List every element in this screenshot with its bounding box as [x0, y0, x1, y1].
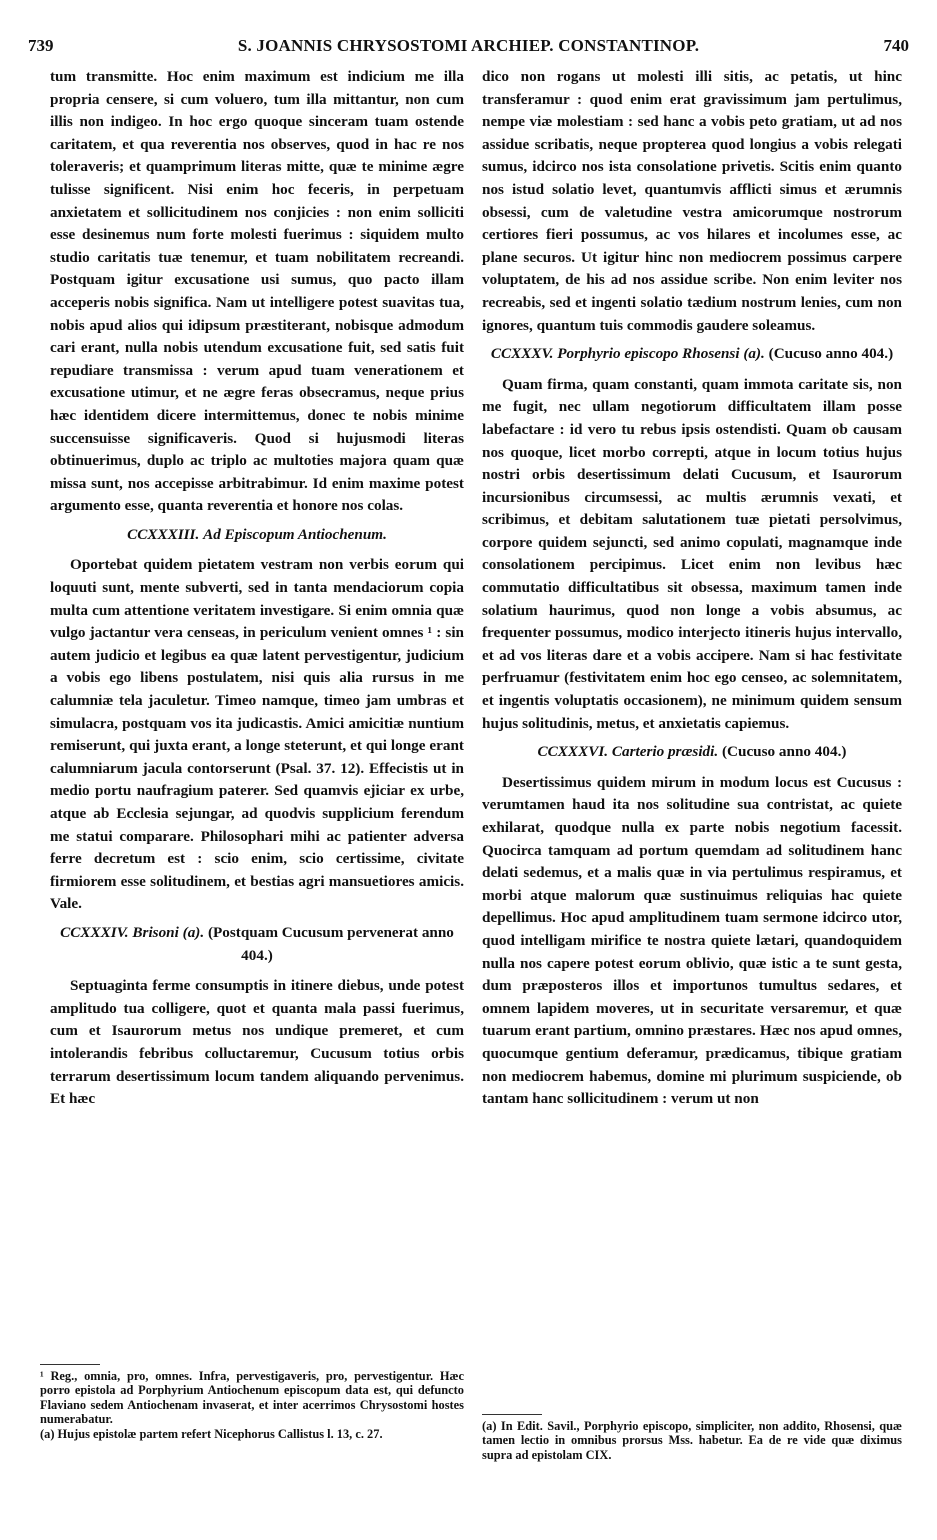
letter-233-body: Oportebat quidem pietatem vestram non verbis eorum qui loquuti sunt, mente subverti, sed in tanta mendaciorum copia multa cum attentione veritatem investigare. Si enim omnia quæ vulgo jactantur vera censeas, in periculum venient omnes ¹ : sin autem judicio et legibus ea quæ latent pervestigentur, judicium a vobis ego libens postulatem, nisi quis alia rursus in me calumniæ tela jaculetur. Timeo namque, timeo jam umbras et simulacra, postquam vos ita judicastis. Amici amicitiæ nuntium remiserunt, qui juxta erant, a longe steterunt, et qui longe erant calumniarum jacula contorserunt (Psal. 37. 12). Effecistis ut in medio portu naufragium paterer. Sed quamvis ejiciar ex urbe, atque ab Ecclesia sejungar, ad quodvis supplicium ferendum me statui comparare. Philosophari mihi ac patienter adversa ferre decretum est : scio enim, scio certissime, civitate firmiorem esse solitudinem, et bestias agri mansuetiores amicis. Vale.: [50, 556, 464, 913]
letter-235-date: (Cucuso anno 404.): [768, 345, 894, 363]
letter-236-number: CCXXXVI.: [537, 743, 609, 761]
left-footnotes: [40, 1352, 464, 1441]
footnote-a-right: (a) In Edit. Savil., Porphyrio episcopo, simpliciter, non addito, Rhosensi, quæ tamen lectio in omnibus prorsus Mss. habetur. Ea de re vide quæ diximus supra ad epistolam CIX.: [482, 1419, 902, 1462]
letter-235-body: Quam firma, quam constanti, quam immota caritate sis, non me fugit, nec ullam negotiorum difficultatem illam posse labefactare : id vero tu rebus ipsis ostendisti. Quam ob causam nos quoque, licet morbo correpti, atque in locum totius hujus nostri orbis desertissimum delati Cucusum, et Isaurorum incursionibus circumsessi, ac multis ærumnis vexati, et scribimus, et debitam salutationem tuæ pietati persolvimus, corpore quidem sejuncti, sed animo copulati, magnamque inde consolationem percipimus. Licet enim non levibus hæc commutatio difficultatibus sit obsessa, maximum tamen inde solatium haurimus, quod non longe a vobis absumus, ac frequenter possumus, modico interjecto itineris hujus intervallo, et ad vos literas dare et a vobis accipere. Nam si hac festivitate perfruamur (festivitatem enim hoc ego censeo, ac solemnitatem, et ingentis voluptatis occasionem), ne minimum quidem sensum hujus solitudinis, metus, et anxietatis capiemus.: [482, 375, 902, 732]
footnote-1: ¹ Reg., omnia, pro, omnes. Infra, pervestigaveris, pro, pervestigentur. Hæc porro epistola ad Porphyrium Antiochenum episcopum data est, qui defuncto Flaviano sedem Antiochenam invaserat, et inter acerrimos Chrysostomi hostes numerabatur.: [40, 1369, 464, 1427]
letter-236-title: Carterio præsidi.: [611, 743, 719, 761]
footnote-a-left: (a) Hujus epistolæ partem refert Nicephorus Callistus l. 13, c. 27.: [40, 1426, 383, 1441]
page-number-right: 740: [883, 36, 909, 55]
letter-234-number: CCXXXIV.: [60, 923, 129, 941]
page-number-left: 739: [28, 36, 54, 55]
right-paragraph-1: dico non rogans ut molesti illi sitis, ac petatis, ut hinc transferamur : quod enim erat gravissimum jam pertulimus, nempe viæ molestiam : sed hanc a vobis peto gratiam, ut ad nos assidue scribatis, neque propterea quod longius a vobis relegati sumus, idcirco nos ista consolatione privetis. Scitis enim quanto nos istud solatio levet, quantumvis afflicti simus et ærumnis obsessi, cum de valetudine vestra amicorumque nostrorum certiores fieri possumus, ac vos hilares et incolumes esse, ac plane securos. Ut igitur hinc non mediocrem possimus carpere voluptatem, de his ad nos assidue scribe. Non enim leviter nos recreabis, sed et ingenti solatio tædium nostrum lenies, cum non ignores, quantum tuis commodis gaudere soleamus.: [482, 68, 902, 334]
letter-234-heading: [50, 922, 464, 967]
letter-234-title: Brisoni (a).: [132, 923, 205, 941]
left-paragraph-1: tum transmitte. Hoc enim maximum est indicium me illa propria censere, si cum voluero, tum illa mittantur, non cum illis non indigeo. In hoc ergo quoque sinceram tuam ostende caritatem, et qua reverentia nos observes, quod in hac re nos toleraveris; et quamprimum literas mitte, quæ te minime ægre tulisse significent. Nisi enim hoc feceris, in perpetuam anxietatem et sollicitudinem nos conjicies : non enim solliciti esse desinemus num forte molesti fuerimus : siquidem multo studio caritatis tuæ tenemur, et tuam nobilitatem recreandi. Postquam igitur excusatione usi sumus, quo pacto illam acceperis nobis significa. Nam ut intelligere potest suavitas tua, nobis apud alios qui idipsum præstiterant, nobisque admodum cari erant, nulla nobis utendum excusatione fuit, sed satis fuit repudiare transmissa : verum apud tuam venerationem et excusatione utimur, et ne ægre feras obsecramus, neque prius hæc identidem dicere intermittemus, donec te nobis minime succensuisse significaveris. Quod si hujusmodi literas obtinuerimus, duplo ac triplo ac multoties majora quam quæ missa sunt, nos accepisse arbitrabimur. Id enim maxime potest argumento esse, quanta reverentia et honore nos colas.: [50, 68, 464, 515]
page-header: [28, 36, 909, 62]
right-footnotes: [482, 1402, 902, 1462]
letter-235-heading: [482, 343, 902, 366]
running-title: S. JOANNIS CHRYSOSTOMI ARCHIEP. CONSTANTINOP.: [237, 36, 700, 55]
footnote-rule-right: [482, 1414, 542, 1415]
letter-235-title: Porphyrio episcopo Rhosensi (a).: [557, 345, 765, 363]
letter-233-heading: [50, 524, 464, 547]
letter-236-body: Desertissimus quidem mirum in modum locus est Cucusus : verumtamen haud ita nos solitudine sua contristat, ac quiete exhilarat, quodque nulla ex parte nobis negotium facessit. Quocirca tamquam ad portum quemdam ad solitudinem hanc delati sedemus, et a malis quæ in via pertulimus respiramus, et morbi atque malorum quæ sustinuimus reliquias hac quiete depellimus. Hoc apud amplitudinem tuam sermone idcirco utor, quod intelligam mirifice te nostra quiete lætari, quandoquidem nulla nos capere potest eorum oblivio, quæ istic a te sunt gesta, dum præposteros illos et importunos tumultus sedares, et omnem lapidem moveres, ut in securitate versaremur, et quæ tuarum erant partium, omnino præstares. Hæc nos apud omnes, quocumque gentium deferamur, prædicamus, tibique gratiam non mediocrem habemus, domine mi plurimum suspiciende, ob tantam hanc sollicitudinem : verum ut non: [482, 773, 902, 1108]
letter-234-date: (Postquam Cucusum pervenerat anno 404.): [207, 923, 454, 964]
footnote-rule: [40, 1364, 100, 1365]
right-column: [482, 66, 902, 1111]
left-column: [50, 66, 464, 1111]
letter-233-title: Ad Episcopum Antiochenum.: [203, 525, 387, 543]
letter-233-number: CCXXXIII.: [127, 525, 200, 543]
letter-236-heading: [482, 741, 902, 764]
letter-235-number: CCXXXV.: [490, 345, 554, 363]
letter-234-body: Septuaginta ferme consumptis in itinere diebus, unde potest amplitudo tua colligere, quot et quanta mala passi fuerimus, cum et Isaurorum metus nos undique premeret, et cum intolerandis febribus colluctaremur, Cucusum totius orbis terrarum desertissimum locum tandem aliquando pervenimus. Et hæc: [50, 977, 464, 1108]
letter-236-date: (Cucuso anno 404.): [721, 743, 847, 761]
